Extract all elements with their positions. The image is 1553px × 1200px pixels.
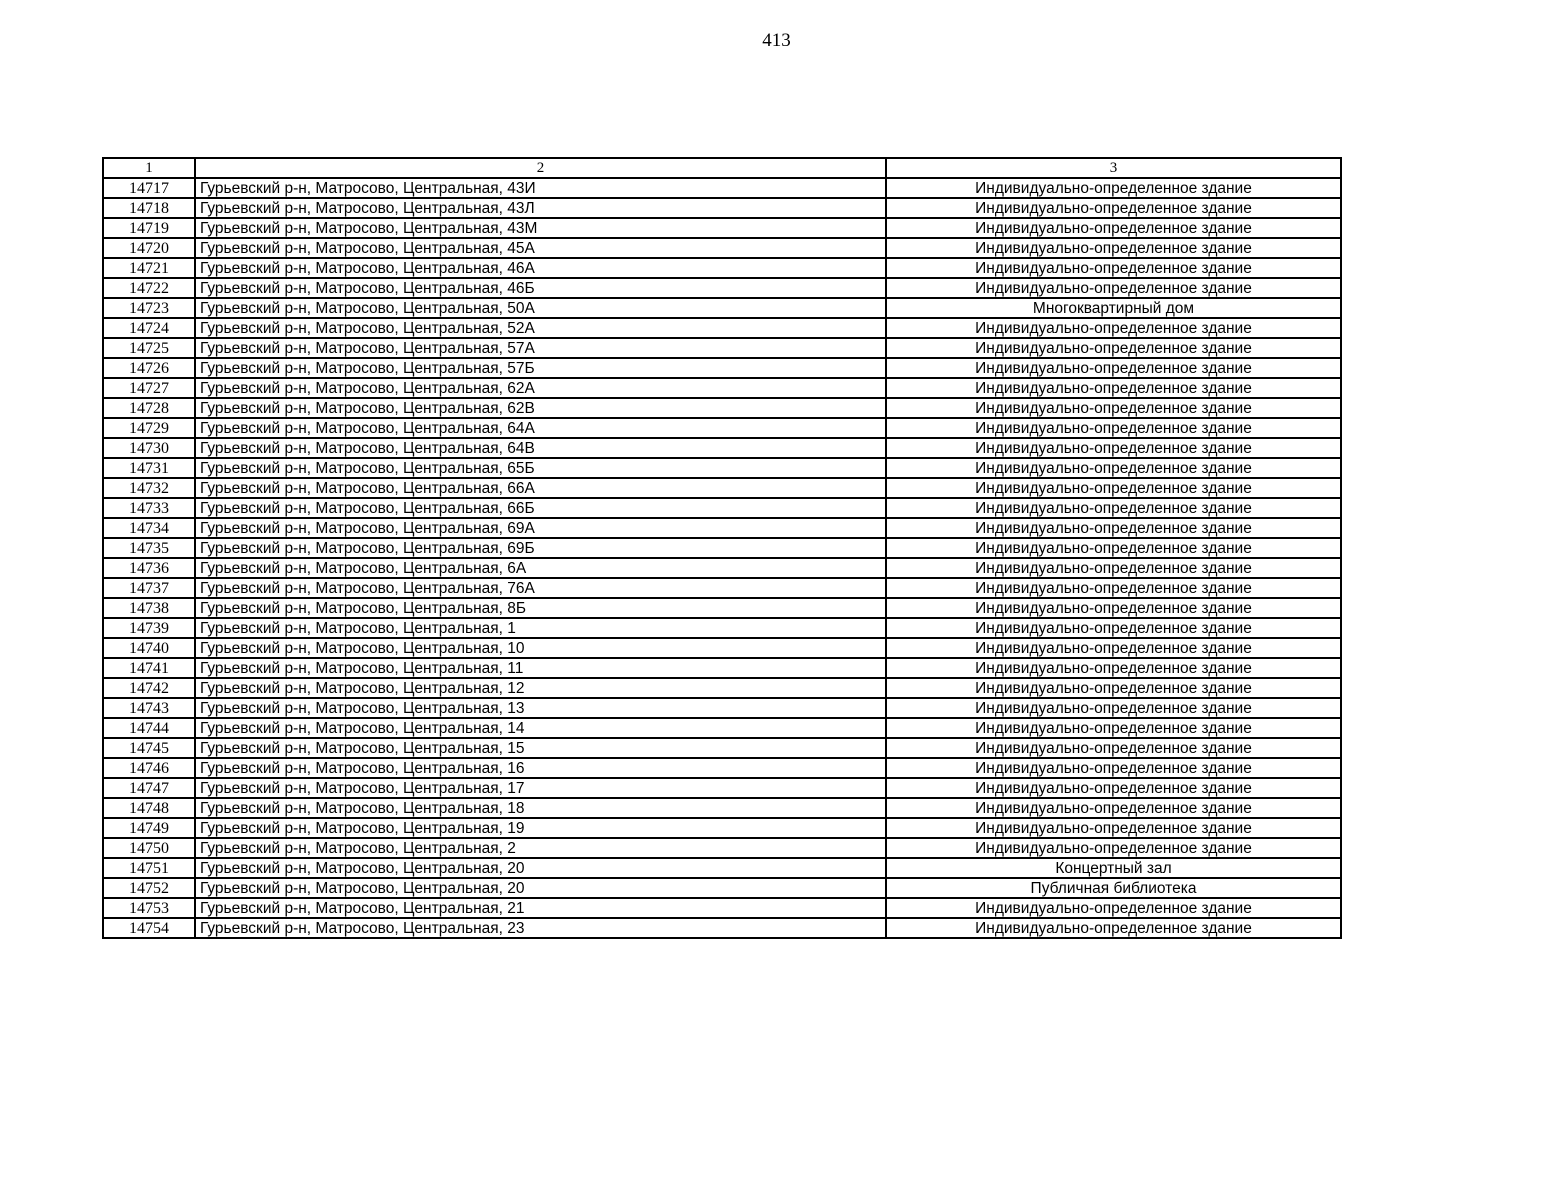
row-number-cell: 14723 bbox=[103, 298, 195, 318]
address-cell: Гурьевский р-н, Матросово, Центральная, 16 bbox=[195, 758, 886, 778]
building-type-cell: Индивидуально-определенное здание bbox=[886, 478, 1341, 498]
address-cell: Гурьевский р-н, Матросово, Центральная, 46А bbox=[195, 258, 886, 278]
address-cell: Гурьевский р-н, Матросово, Центральная, 21 bbox=[195, 898, 886, 918]
building-type-cell: Индивидуально-определенное здание bbox=[886, 818, 1341, 838]
address-cell: Гурьевский р-н, Матросово, Центральная, 13 bbox=[195, 698, 886, 718]
building-type-cell: Индивидуально-определенное здание bbox=[886, 378, 1341, 398]
row-number-cell: 14744 bbox=[103, 718, 195, 738]
building-type-cell: Индивидуально-определенное здание bbox=[886, 338, 1341, 358]
building-type-cell: Индивидуально-определенное здание bbox=[886, 198, 1341, 218]
building-type-cell: Индивидуально-определенное здание bbox=[886, 418, 1341, 438]
address-cell: Гурьевский р-н, Матросово, Центральная, 69А bbox=[195, 518, 886, 538]
table-row bbox=[103, 758, 1341, 778]
row-number-cell: 14747 bbox=[103, 778, 195, 798]
table-row bbox=[103, 738, 1341, 758]
building-type-cell: Индивидуально-определенное здание bbox=[886, 518, 1341, 538]
row-number-cell: 14753 bbox=[103, 898, 195, 918]
registry-table bbox=[102, 157, 1342, 939]
address-cell: Гурьевский р-н, Матросово, Центральная, 8Б bbox=[195, 598, 886, 618]
address-cell: Гурьевский р-н, Матросово, Центральная, 66Б bbox=[195, 498, 886, 518]
table-row bbox=[103, 378, 1341, 398]
row-number-cell: 14718 bbox=[103, 198, 195, 218]
address-cell: Гурьевский р-н, Матросово, Центральная, 69Б bbox=[195, 538, 886, 558]
table-row bbox=[103, 458, 1341, 478]
registry-table-body bbox=[103, 158, 1341, 938]
row-number-cell: 14733 bbox=[103, 498, 195, 518]
row-number-cell: 14726 bbox=[103, 358, 195, 378]
row-number-cell: 14729 bbox=[103, 418, 195, 438]
address-cell: Гурьевский р-н, Матросово, Центральная, 66А bbox=[195, 478, 886, 498]
row-number-cell: 14737 bbox=[103, 578, 195, 598]
building-type-cell: Индивидуально-определенное здание bbox=[886, 238, 1341, 258]
building-type-cell: Индивидуально-определенное здание bbox=[886, 838, 1341, 858]
building-type-cell: Индивидуально-определенное здание bbox=[886, 398, 1341, 418]
row-number-cell: 14752 bbox=[103, 878, 195, 898]
table-row bbox=[103, 358, 1341, 378]
address-cell: Гурьевский р-н, Матросово, Центральная, 57А bbox=[195, 338, 886, 358]
building-type-cell: Многоквартирный дом bbox=[886, 298, 1341, 318]
building-type-cell: Индивидуально-определенное здание bbox=[886, 698, 1341, 718]
building-type-cell: Индивидуально-определенное здание bbox=[886, 318, 1341, 338]
building-type-cell: Индивидуально-определенное здание bbox=[886, 498, 1341, 518]
table-row bbox=[103, 438, 1341, 458]
table-row bbox=[103, 538, 1341, 558]
row-number-cell: 14741 bbox=[103, 658, 195, 678]
table-row bbox=[103, 818, 1341, 838]
building-type-cell: Индивидуально-определенное здание bbox=[886, 178, 1341, 198]
table-row bbox=[103, 578, 1341, 598]
table-row bbox=[103, 278, 1341, 298]
building-type-cell: Индивидуально-определенное здание bbox=[886, 218, 1341, 238]
table-row bbox=[103, 598, 1341, 618]
row-number-cell: 14748 bbox=[103, 798, 195, 818]
column-header-2: 2 bbox=[195, 158, 886, 178]
building-type-cell: Индивидуально-определенное здание bbox=[886, 798, 1341, 818]
address-cell: Гурьевский р-н, Матросово, Центральная, 11 bbox=[195, 658, 886, 678]
row-number-cell: 14717 bbox=[103, 178, 195, 198]
table-row bbox=[103, 718, 1341, 738]
building-type-cell: Индивидуально-определенное здание bbox=[886, 738, 1341, 758]
table-row bbox=[103, 698, 1341, 718]
row-number-cell: 14745 bbox=[103, 738, 195, 758]
row-number-cell: 14743 bbox=[103, 698, 195, 718]
address-cell: Гурьевский р-н, Матросово, Центральная, 43М bbox=[195, 218, 886, 238]
row-number-cell: 14738 bbox=[103, 598, 195, 618]
address-cell: Гурьевский р-н, Матросово, Центральная, 46Б bbox=[195, 278, 886, 298]
address-cell: Гурьевский р-н, Матросово, Центральная, 62А bbox=[195, 378, 886, 398]
address-cell: Гурьевский р-н, Матросово, Центральная, 12 bbox=[195, 678, 886, 698]
address-cell: Гурьевский р-н, Матросово, Центральная, 64В bbox=[195, 438, 886, 458]
building-type-cell: Индивидуально-определенное здание bbox=[886, 358, 1341, 378]
building-type-cell: Индивидуально-определенное здание bbox=[886, 598, 1341, 618]
address-cell: Гурьевский р-н, Матросово, Центральная, 43И bbox=[195, 178, 886, 198]
row-number-cell: 14740 bbox=[103, 638, 195, 658]
table-row bbox=[103, 298, 1341, 318]
table-row bbox=[103, 198, 1341, 218]
table-row bbox=[103, 858, 1341, 878]
table-row bbox=[103, 658, 1341, 678]
row-number-cell: 14735 bbox=[103, 538, 195, 558]
row-number-cell: 14722 bbox=[103, 278, 195, 298]
table-row bbox=[103, 838, 1341, 858]
building-type-cell: Индивидуально-определенное здание bbox=[886, 918, 1341, 938]
address-cell: Гурьевский р-н, Матросово, Центральная, 23 bbox=[195, 918, 886, 938]
address-cell: Гурьевский р-н, Матросово, Центральная, 10 bbox=[195, 638, 886, 658]
row-number-cell: 14725 bbox=[103, 338, 195, 358]
building-type-cell: Индивидуально-определенное здание bbox=[886, 558, 1341, 578]
row-number-cell: 14754 bbox=[103, 918, 195, 938]
row-number-cell: 14724 bbox=[103, 318, 195, 338]
building-type-cell: Публичная библиотека bbox=[886, 878, 1341, 898]
row-number-cell: 14736 bbox=[103, 558, 195, 578]
address-cell: Гурьевский р-н, Матросово, Центральная, 57Б bbox=[195, 358, 886, 378]
row-number-cell: 14742 bbox=[103, 678, 195, 698]
address-cell: Гурьевский р-н, Матросово, Центральная, 64А bbox=[195, 418, 886, 438]
building-type-cell: Индивидуально-определенное здание bbox=[886, 898, 1341, 918]
address-cell: Гурьевский р-н, Матросово, Центральная, 2 bbox=[195, 838, 886, 858]
table-row bbox=[103, 798, 1341, 818]
row-number-cell: 14750 bbox=[103, 838, 195, 858]
building-type-cell: Индивидуально-определенное здание bbox=[886, 458, 1341, 478]
building-type-cell: Индивидуально-определенное здание bbox=[886, 758, 1341, 778]
address-cell: Гурьевский р-н, Матросово, Центральная, 6А bbox=[195, 558, 886, 578]
table-row bbox=[103, 498, 1341, 518]
table-row bbox=[103, 238, 1341, 258]
address-cell: Гурьевский р-н, Матросово, Центральная, 1 bbox=[195, 618, 886, 638]
address-cell: Гурьевский р-н, Матросово, Центральная, 15 bbox=[195, 738, 886, 758]
column-header-1: 1 bbox=[103, 158, 195, 178]
row-number-cell: 14720 bbox=[103, 238, 195, 258]
address-cell: Гурьевский р-н, Матросово, Центральная, 14 bbox=[195, 718, 886, 738]
address-cell: Гурьевский р-н, Матросово, Центральная, 20 bbox=[195, 858, 886, 878]
address-cell: Гурьевский р-н, Матросово, Центральная, 76А bbox=[195, 578, 886, 598]
building-type-cell: Индивидуально-определенное здание bbox=[886, 718, 1341, 738]
building-type-cell: Индивидуально-определенное здание bbox=[886, 538, 1341, 558]
address-cell: Гурьевский р-н, Матросово, Центральная, 18 bbox=[195, 798, 886, 818]
row-number-cell: 14751 bbox=[103, 858, 195, 878]
table-row bbox=[103, 778, 1341, 798]
building-type-cell: Индивидуально-определенное здание bbox=[886, 778, 1341, 798]
building-type-cell: Индивидуально-определенное здание bbox=[886, 638, 1341, 658]
table-row bbox=[103, 398, 1341, 418]
building-type-cell: Индивидуально-определенное здание bbox=[886, 658, 1341, 678]
building-type-cell: Индивидуально-определенное здание bbox=[886, 618, 1341, 638]
building-type-cell: Индивидуально-определенное здание bbox=[886, 438, 1341, 458]
row-number-cell: 14730 bbox=[103, 438, 195, 458]
address-cell: Гурьевский р-н, Матросово, Центральная, 45А bbox=[195, 238, 886, 258]
table-row bbox=[103, 178, 1341, 198]
row-number-cell: 14719 bbox=[103, 218, 195, 238]
table-row bbox=[103, 618, 1341, 638]
address-cell: Гурьевский р-н, Матросово, Центральная, 20 bbox=[195, 878, 886, 898]
row-number-cell: 14727 bbox=[103, 378, 195, 398]
table-row bbox=[103, 318, 1341, 338]
row-number-cell: 14721 bbox=[103, 258, 195, 278]
table-row bbox=[103, 898, 1341, 918]
building-type-cell: Индивидуально-определенное здание bbox=[886, 258, 1341, 278]
table-row bbox=[103, 558, 1341, 578]
table-row bbox=[103, 338, 1341, 358]
table-row bbox=[103, 518, 1341, 538]
building-type-cell: Индивидуально-определенное здание bbox=[886, 578, 1341, 598]
address-cell: Гурьевский р-н, Матросово, Центральная, 19 bbox=[195, 818, 886, 838]
address-cell: Гурьевский р-н, Матросово, Центральная, 50А bbox=[195, 298, 886, 318]
address-cell: Гурьевский р-н, Матросово, Центральная, 43Л bbox=[195, 198, 886, 218]
table-row bbox=[103, 918, 1341, 938]
table-row bbox=[103, 878, 1341, 898]
row-number-cell: 14739 bbox=[103, 618, 195, 638]
table-header-row bbox=[103, 158, 1341, 178]
row-number-cell: 14728 bbox=[103, 398, 195, 418]
address-cell: Гурьевский р-н, Матросово, Центральная, 62В bbox=[195, 398, 886, 418]
row-number-cell: 14746 bbox=[103, 758, 195, 778]
building-type-cell: Концертный зал bbox=[886, 858, 1341, 878]
address-cell: Гурьевский р-н, Матросово, Центральная, 65Б bbox=[195, 458, 886, 478]
row-number-cell: 14731 bbox=[103, 458, 195, 478]
row-number-cell: 14732 bbox=[103, 478, 195, 498]
table-row bbox=[103, 478, 1341, 498]
table-row bbox=[103, 638, 1341, 658]
building-type-cell: Индивидуально-определенное здание bbox=[886, 678, 1341, 698]
table-row bbox=[103, 418, 1341, 438]
column-header-3: 3 bbox=[886, 158, 1341, 178]
table-row bbox=[103, 678, 1341, 698]
address-cell: Гурьевский р-н, Матросово, Центральная, 17 bbox=[195, 778, 886, 798]
page-number: 413 bbox=[762, 30, 791, 51]
address-cell: Гурьевский р-н, Матросово, Центральная, 52А bbox=[195, 318, 886, 338]
row-number-cell: 14749 bbox=[103, 818, 195, 838]
table-row bbox=[103, 258, 1341, 278]
table-row bbox=[103, 218, 1341, 238]
building-type-cell: Индивидуально-определенное здание bbox=[886, 278, 1341, 298]
row-number-cell: 14734 bbox=[103, 518, 195, 538]
